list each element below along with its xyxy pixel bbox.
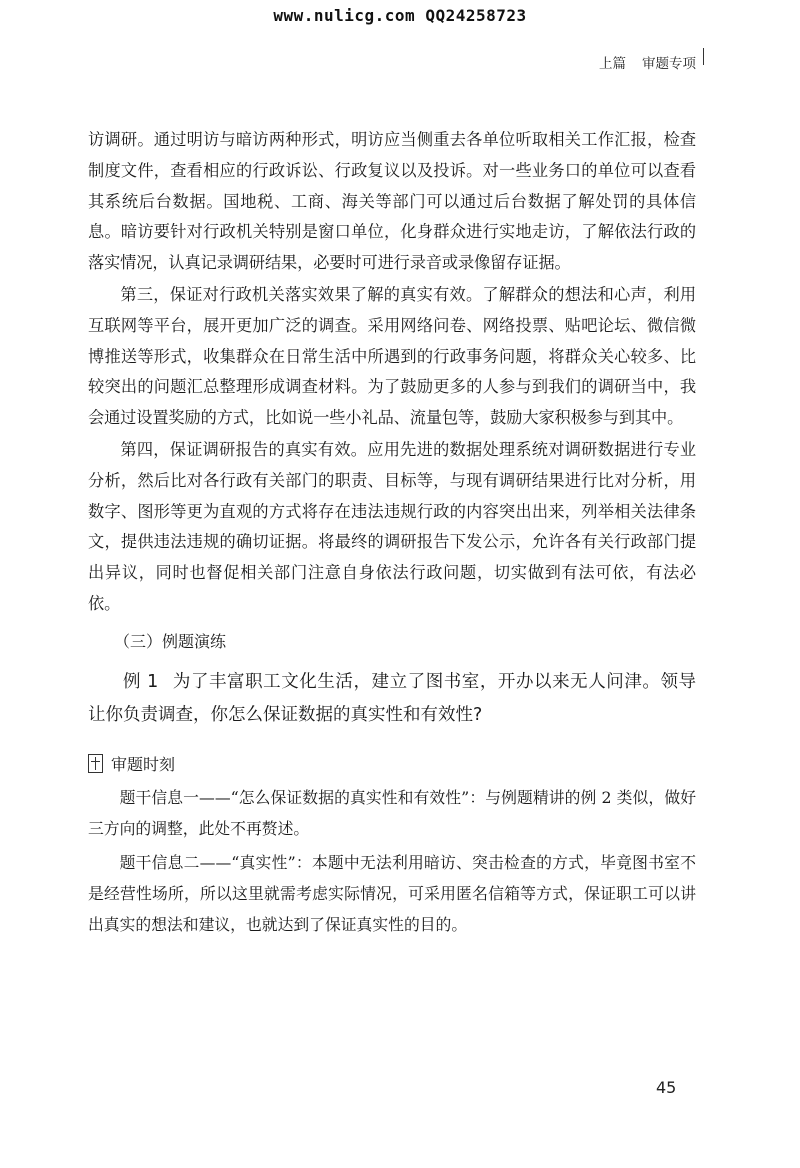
body-paragraph-3: 第四，保证调研报告的真实有效。应用先进的数据处理系统对调研数据进行专业分析，然后比对各行政有关部门的职责、目标等，与现有调研结果进行比对分析，用数字、图形等更为直观的方式将存在违法违规行政的内容突出出来，列举相关法律条文，提供违法违规的确切证据。将最终的调研报告下发公示，允许各有关行政部门提出异议，同时也督促相关部门注意自身依法行政问题，切实做到有法可依，有法必依。	[88, 439, 696, 613]
section-heading: （三）例题演练	[114, 631, 227, 651]
analysis-paragraph-2: 题干信息二——“真实性”：本题中无法利用暗访、突击检查的方式，毕竟图书室不是经营性场所，所以这里就需考虑实际情况，可采用匿名信箱等方式，保证职工可以讲出真实的想法和建议，也就达到了保证真实性的目的。	[88, 852, 696, 934]
callout-heading	[88, 752, 696, 775]
header-divider	[703, 48, 704, 65]
example-label: 例 1	[123, 671, 159, 692]
page-content	[88, 125, 696, 940]
running-header-part: 上篇	[599, 56, 626, 72]
callout-title: 审题时刻	[111, 754, 176, 774]
example-text: 为了丰富职工文化生活，建立了图书室，开办以来无人问津。领导让你负责调查，你怎么保证数据的真实性和有效性?	[88, 671, 697, 725]
plus-box-icon	[88, 754, 103, 773]
analysis-paragraph-1: 题干信息一——“怎么保证数据的真实性和有效性”：与例题精讲的例 2 类似，做好三方向的调整，此处不再赘述。	[88, 787, 696, 838]
body-paragraph-1: 访调研。通过明访与暗访两种形式，明访应当侧重去各单位听取相关工作汇报，检查制度文件，查看相应的行政诉讼、行政复议以及投诉。对一些业务口的单位可以查看其系统后台数据。国地税、工商、海关等部门可以通过后台数据了解处罚的具体信息。暗访要针对行政机关特别是窗口单位，化身群众进行实地走访，了解依法行政的落实情况，认真记录调研结果，必要时可进行录音或录像留存证据。	[88, 130, 696, 273]
watermark: www.nulicg.com QQ24258723	[273, 6, 527, 25]
example-question	[88, 666, 696, 732]
running-header	[599, 52, 696, 72]
running-header-section: 审题专项	[642, 56, 696, 72]
body-paragraph-2: 第三，保证对行政机关落实效果了解的真实有效。了解群众的想法和心声，利用互联网等平台，展开更加广泛的调查。采用网络问卷、网络投票、贴吧论坛、微信微博推送等形式，收集群众在日常生活中所遇到的行政事务问题，将群众关心较多、比较突出的问题汇总整理形成调查材料。为了鼓励更多的人参与到我们的调研当中，我会通过设置奖励的方式，比如说一些小礼品、流量包等，鼓励大家积极参与到其中。	[88, 284, 696, 428]
page-number: 45	[656, 1078, 677, 1097]
